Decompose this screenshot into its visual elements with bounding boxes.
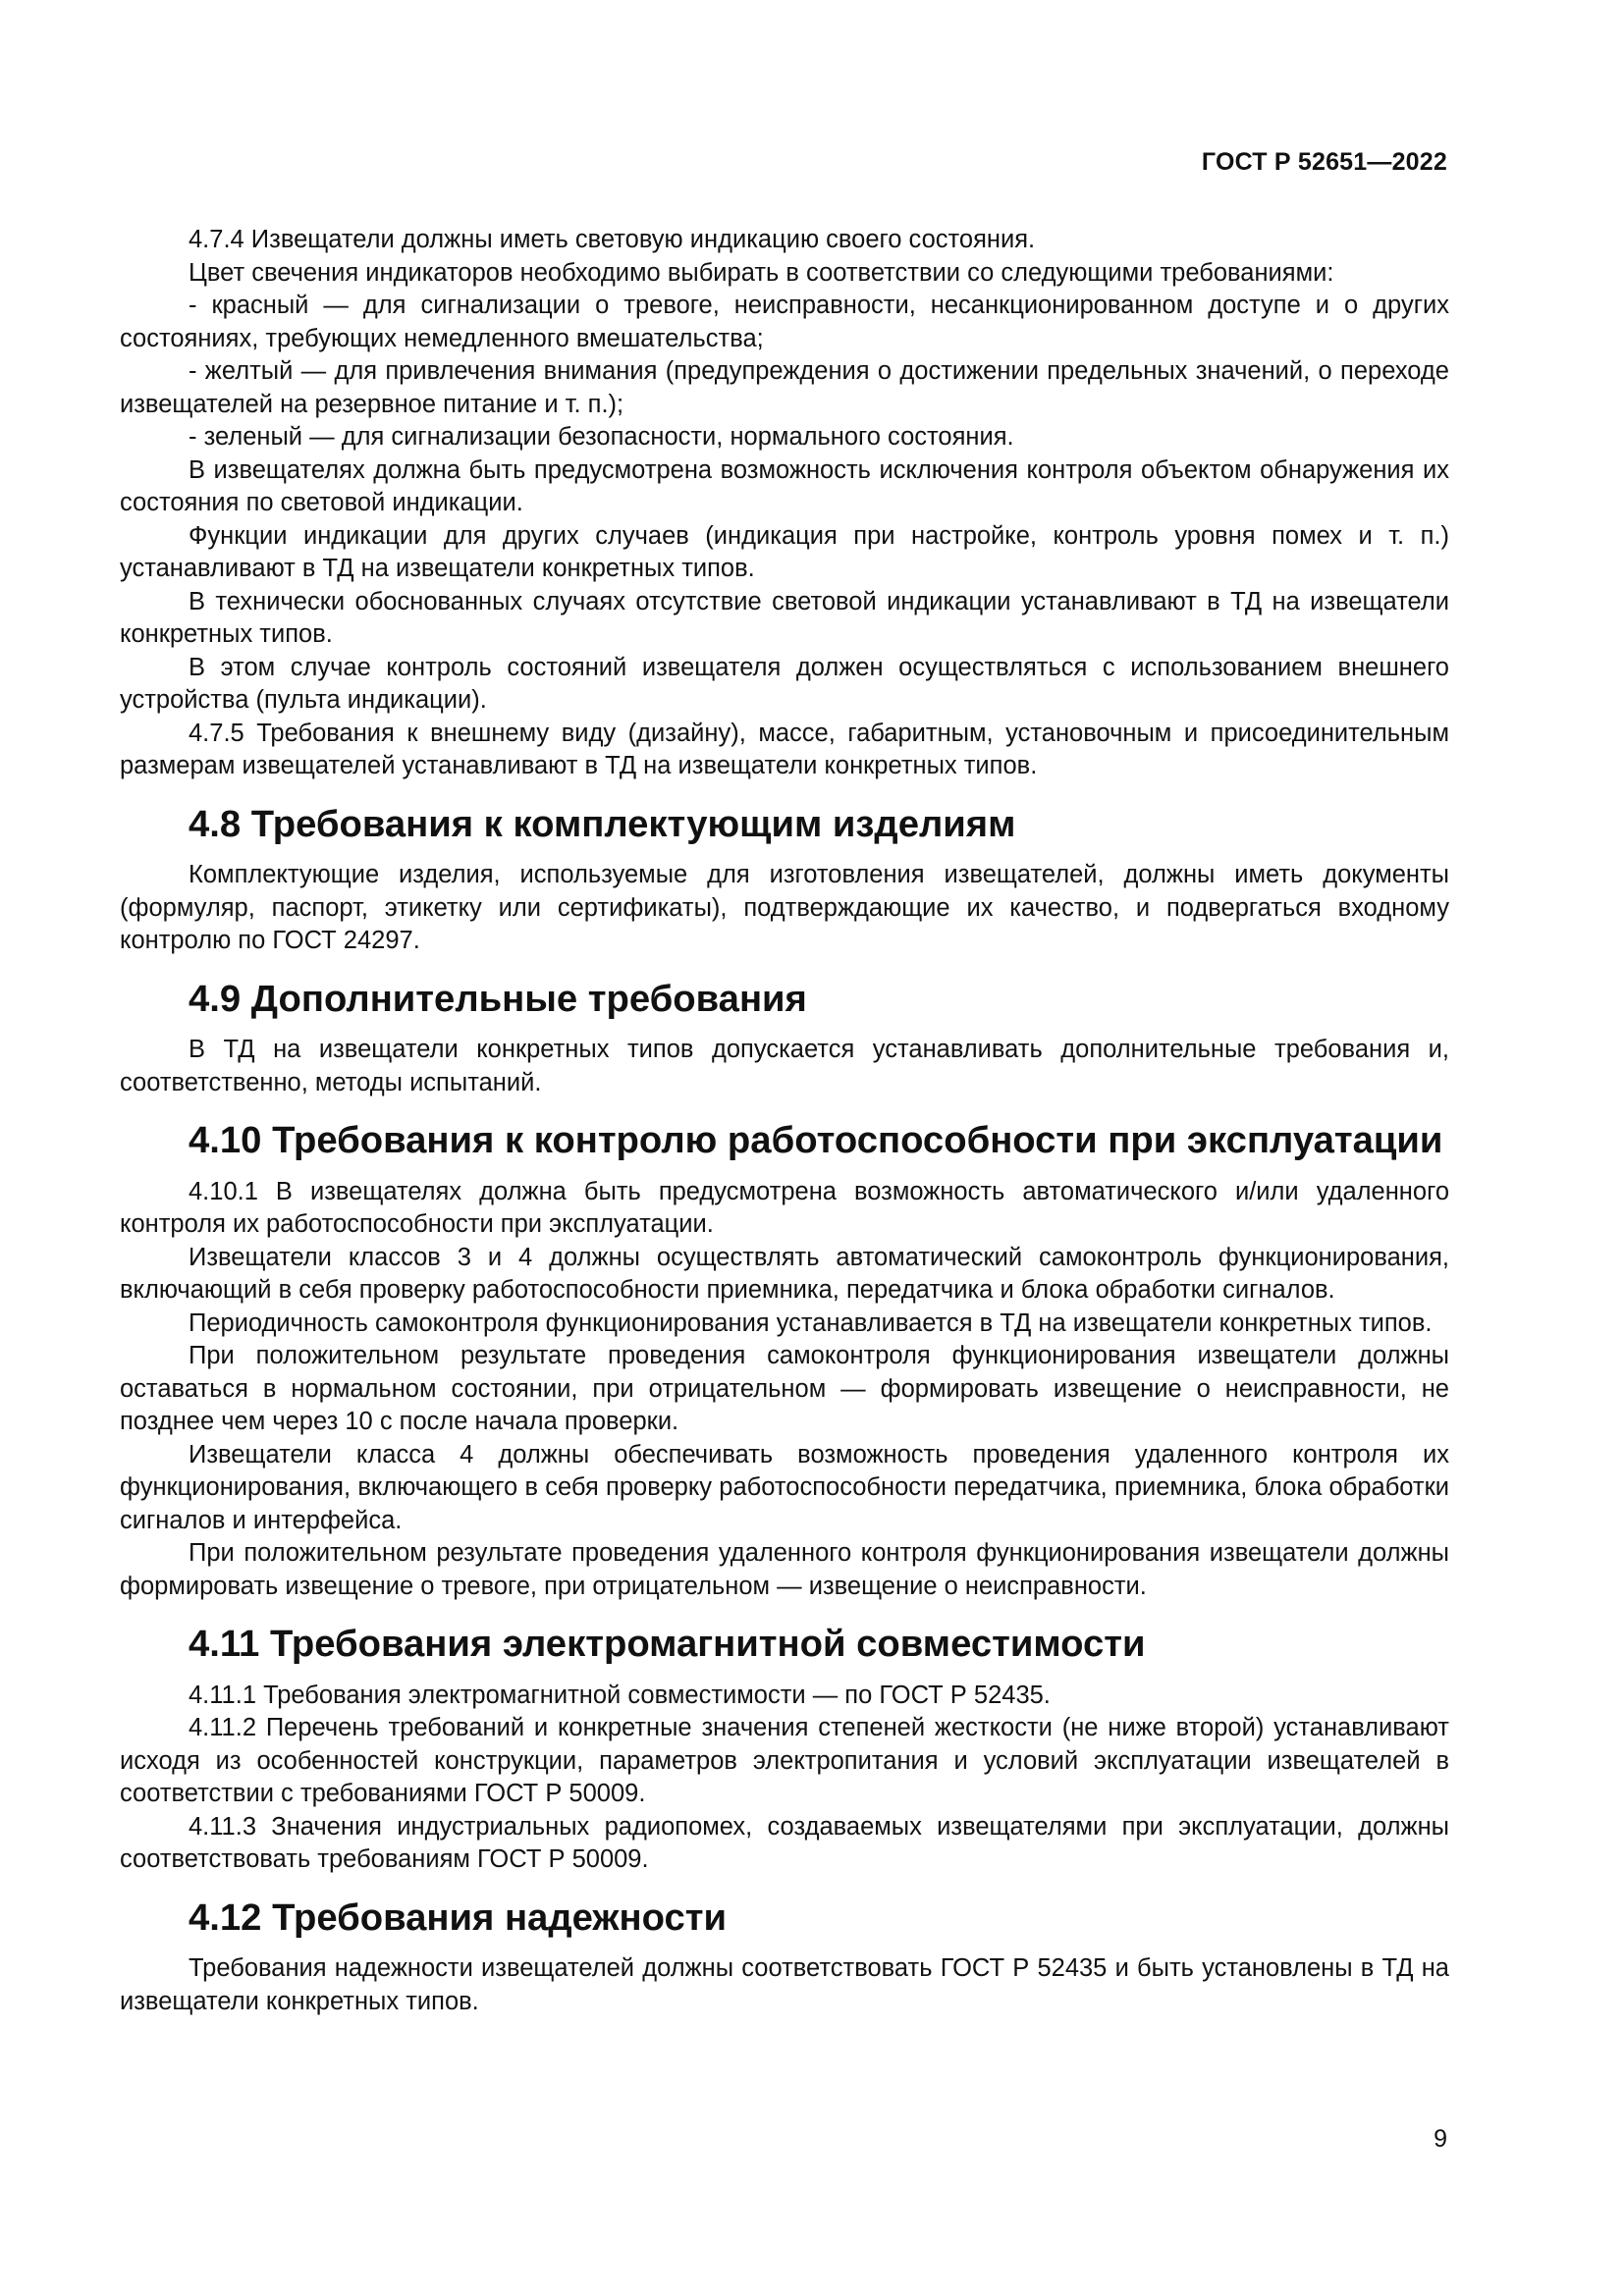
- paragraph: Комплектующие изделия, используемые для изготовления извещателей, должны иметь документы (формуляр, паспорт, этикетку или сертификаты), подтверждающие их качество, и подвергаться входному контролю по ГОСТ 24297.: [120, 861, 1449, 954]
- section-heading: 4.12 Требования надежности: [189, 1896, 727, 1939]
- section-heading: 4.10 Требования к контролю работоспособности при эксплуатации: [189, 1119, 1443, 1161]
- paragraph: В этом случае контроль состояний извещателя должен осуществляться с использованием внешнего устройства (пульта индикации).: [120, 653, 1449, 714]
- paragraph: Цвет свечения индикаторов необходимо выбирать в соответствии со следующими требованиями:: [189, 258, 1334, 287]
- paragraph: 4.10.1 В извещателях должна быть предусмотрена возможность автоматического и/или удаленного контроля их работоспособности при эксплуатации.: [120, 1177, 1449, 1238]
- section-heading: 4.11 Требования электромагнитной совместимости: [189, 1623, 1146, 1665]
- page-number: 9: [1434, 2125, 1447, 2153]
- paragraph: 4.7.5 Требования к внешнему виду (дизайну), массе, габаритным, установочным и присоединительным размерам извещателей устанавливают в ТД на извещатели конкретных типов.: [120, 719, 1449, 779]
- paragraph: В извещателях должна быть предусмотрена возможность исключения контроля объектом обнаружения их состояния по световой индикации.: [120, 455, 1449, 516]
- section-heading: 4.9 Дополнительные требования: [189, 977, 807, 1020]
- paragraph: 4.7.4 Извещатели должны иметь световую индикацию своего состояния.: [189, 226, 1036, 253]
- paragraph: При положительном результате проведения самоконтроля функционирования извещатели должны оставаться в нормальном состоянии, при отрицательном — формировать извещение о неисправности, не позднее чем через 10 с после начала проверки.: [120, 1342, 1449, 1435]
- paragraph: Периодичность самоконтроля функционирования устанавливается в ТД на извещатели конкретных типов.: [189, 1308, 1433, 1337]
- paragraph: В технически обоснованных случаях отсутствие световой индикации устанавливают в ТД на извещатели конкретных типов.: [120, 587, 1449, 648]
- document-body: [120, 224, 1449, 2018]
- paragraph: Требования надежности извещателей должны соответствовать ГОСТ Р 52435 и быть установлены в ТД на извещатели конкретных типов.: [120, 1954, 1449, 2015]
- paragraph: - желтый — для привлечения внимания (предупреждения о достижении предельных значений, о переходе извещателей на резервное питание и т. п.);: [120, 357, 1449, 418]
- paragraph: 4.11.3 Значения индустриальных радиопомех, создаваемых извещателями при эксплуатации, должны соответствовать требованиям ГОСТ Р 50009.: [120, 1812, 1449, 1873]
- paragraph: При положительном результате проведения удаленного контроля функционирования извещатели должны формировать извещение о тревоге, при отрицательном — извещение о неисправности.: [120, 1539, 1449, 1600]
- paragraph: - красный — для сигнализации о тревоге, неисправности, несанкционированном доступе и о других состояниях, требующих немедленного вмешательства;: [120, 292, 1449, 352]
- section-heading: 4.8 Требования к комплектующим изделиям: [189, 802, 1016, 845]
- paragraph: 4.11.1 Требования электромагнитной совместимости — по ГОСТ Р 52435.: [189, 1681, 1051, 1709]
- paragraph: 4.11.2 Перечень требований и конкретные значения степеней жесткости (не ниже второй) устанавливают исходя из особенностей конструкции, параметров электропитания и условий эксплуатации извещателей в соответствии с требованиями ГОСТ Р 50009.: [120, 1714, 1449, 1807]
- paragraph: Извещатели класса 4 должны обеспечивать возможность проведения удаленного контроля их функционирования, включающего в себя проверку работоспособности передатчика, приемника, блока обработки сигналов и интерфейса.: [120, 1440, 1449, 1534]
- paragraph: Извещатели классов 3 и 4 должны осуществлять автоматический самоконтроль функционирования, включающий в себя проверку работоспособности приемника, передатчика и блока обработки сигналов.: [120, 1243, 1449, 1304]
- paragraph: Функции индикации для других случаев (индикация при настройке, контроль уровня помех и т. п.) устанавливают в ТД на извещатели конкретных типов.: [120, 521, 1449, 582]
- standard-designation: ГОСТ Р 52651—2022: [1201, 148, 1447, 176]
- paragraph: - зеленый — для сигнализации безопасности, нормального состояния.: [189, 423, 1014, 451]
- paragraph: В ТД на извещатели конкретных типов допускается устанавливать дополнительные требования и, соответственно, методы испытаний.: [120, 1036, 1449, 1096]
